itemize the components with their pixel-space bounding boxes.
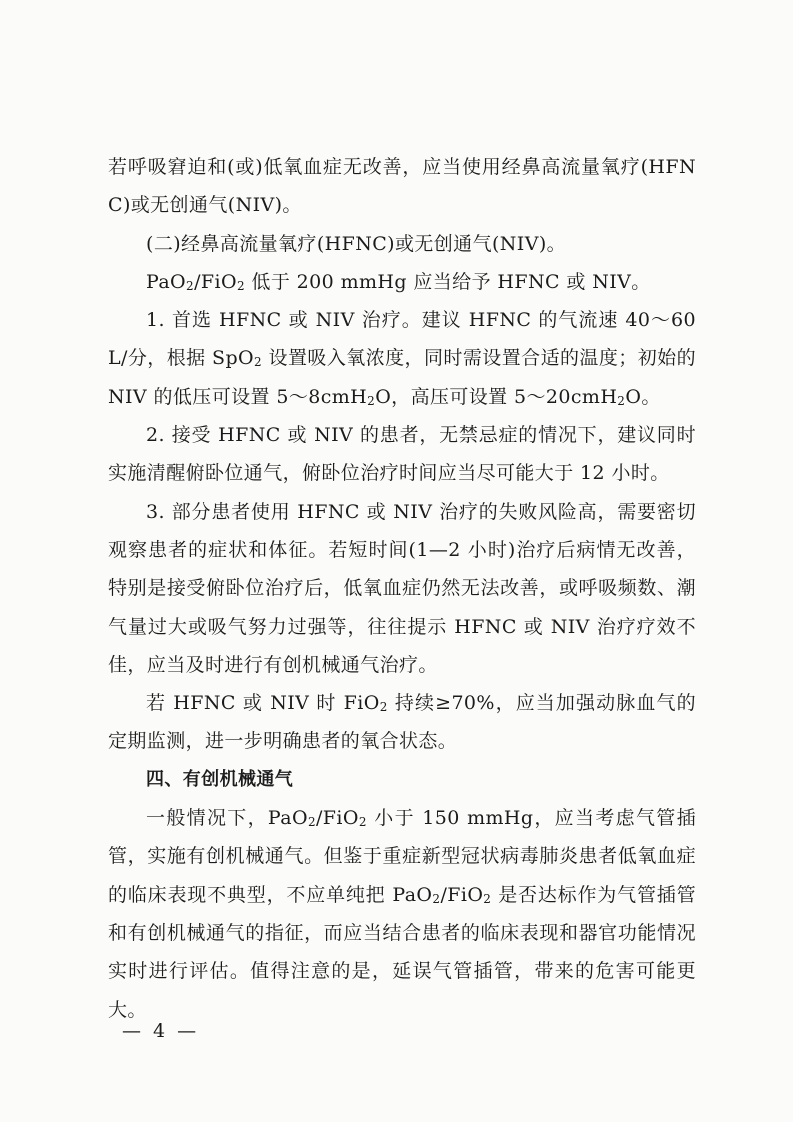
subscript: 2 <box>617 393 626 408</box>
text-run: 若 HFNC 或 NIV 时 FiO <box>146 692 380 715</box>
subscript: 2 <box>236 278 245 293</box>
paragraph <box>108 799 696 1029</box>
paragraph <box>108 263 696 301</box>
body-text <box>108 148 696 1029</box>
section-heading: 四、有创机械通气 <box>146 768 294 790</box>
text-run: /FiO <box>194 270 237 293</box>
text-run: 若呼吸窘迫和(或)低氧血症无改善，应当使用经鼻高流量氧疗(HFNC)或无创通气(NIV)。 <box>108 156 696 217</box>
text-run: 1. 首选 HFNC 或 NIV 治疗。建议 HFNC 的气流速 40～60L/分，根据 SpO <box>108 309 696 370</box>
text-run: /FiO <box>440 883 484 906</box>
text-run: 低于 200 mmHg 应当给予 HFNC 或 NIV。 <box>244 270 651 293</box>
page-number: — 4 — <box>122 1020 200 1042</box>
subscript: 2 <box>367 393 376 408</box>
paragraphs-section-after <box>108 799 696 1029</box>
text-run: 2. 接受 HFNC 或 NIV 的患者，无禁忌症的情况下，建议同时实施清醒俯卧位通气，俯卧位治疗时间应当尽可能大于 12 小时。 <box>108 424 696 485</box>
subscript: 2 <box>307 815 316 830</box>
text-run: /FiO <box>316 807 359 830</box>
text-run: 一般情况下，PaO <box>146 807 308 830</box>
text-run: 小于 150 mmHg，应当考虑气管插管，实施有创机械通气。但鉴于重症新型冠状病毒肺炎患者低氧血症的临床表现不典型，不应单纯把 PaO <box>108 807 696 906</box>
text-run: 3. 部分患者使用 HFNC 或 NIV 治疗的失败风险高，需要密切观察患者的症状和体征。若短时间(1—2 小时)治疗后病情无改善，特别是接受俯卧位治疗后，低氧血症仍然无法改善，或呼吸频数、潮气量过大或吸气努力过强等，往往提示 HFNC 或 NIV 治疗疗效不佳，应当及时进行有创机械通气治疗。 <box>108 500 696 676</box>
subscript: 2 <box>432 891 441 906</box>
paragraph <box>108 493 696 684</box>
paragraph <box>108 416 696 493</box>
paragraph <box>108 225 696 263</box>
text-run: (二)经鼻高流量氧疗(HFNC)或无创通气(NIV)。 <box>146 232 567 255</box>
paragraph <box>108 148 696 225</box>
subscript: 2 <box>379 700 388 715</box>
paragraph <box>108 684 696 761</box>
subscript: 2 <box>254 355 263 370</box>
paragraph <box>108 301 696 416</box>
text-run: 是否达标作为气管插管和有创机械通气的指征，而应当结合患者的临床表现和器官功能情况实时进行评估。值得注意的是，延误气管插管，带来的危害可能更大。 <box>108 883 696 1021</box>
text-run: 设置吸入氧浓度，同时需设置合适的温度；初始的 NIV 的低压可设置 5～8cmH <box>108 347 696 408</box>
paragraphs-section <box>108 148 696 761</box>
text-run: 持续≥70%，应当加强动脉血气的定期监测，进一步明确患者的氧合状态。 <box>108 692 696 753</box>
text-run: O，高压可设置 5～20cmH <box>375 385 618 408</box>
subscript: 2 <box>186 278 195 293</box>
subscript: 2 <box>358 815 367 830</box>
text-run: O。 <box>625 385 661 408</box>
text-run: PaO <box>146 270 187 293</box>
subscript: 2 <box>483 891 492 906</box>
